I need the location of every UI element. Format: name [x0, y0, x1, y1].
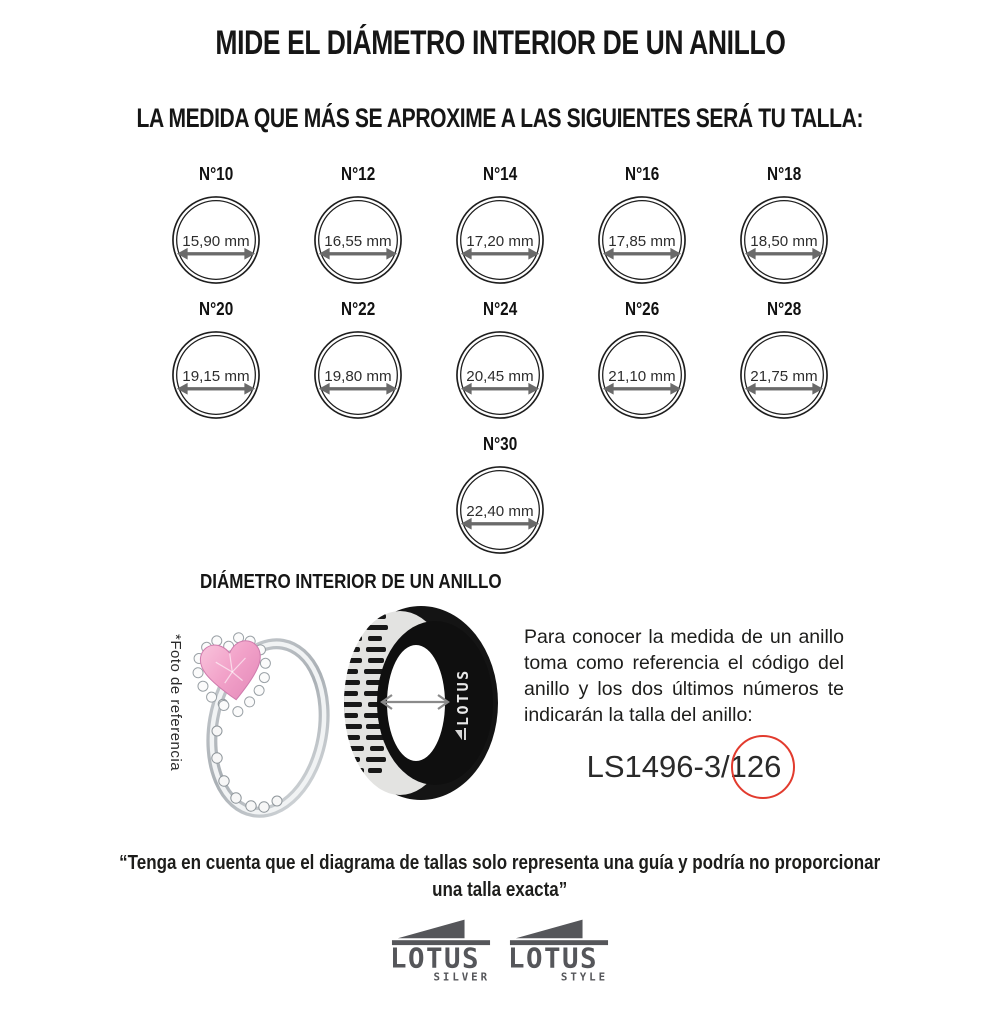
ring-size-circle [313, 330, 403, 420]
ring-diameter-value: 19,15 mm [182, 367, 250, 385]
ring-size-label: N°22 [340, 299, 376, 319]
silver-heart-ring-photo [184, 600, 342, 826]
ring-code [587, 749, 782, 785]
ring-size-cell [713, 164, 855, 285]
ring-size-cell [571, 164, 713, 285]
logo-flag-icon [516, 920, 583, 939]
ring-size-circle [171, 195, 261, 285]
logo-sub-text: SILVER [433, 970, 491, 984]
ring-code-line [524, 749, 844, 785]
ring-size-circle [455, 465, 545, 555]
ring-size-cell [145, 164, 287, 285]
ring-size-label: N°18 [766, 164, 802, 184]
size-code-description: Para conocer la medida de un anillo toma como referencia el código del anillo y los dos últimos números te indicarán la talla del anillo: [524, 626, 844, 727]
ring-size-label: N°20 [198, 299, 234, 319]
ring-diameter-value: 21,75 mm [750, 367, 818, 385]
ring-diameter-value: 22,40 mm [466, 502, 534, 520]
size-row [130, 434, 870, 555]
brand-bar [464, 728, 466, 740]
ring-brand-text: LOTUS [454, 668, 472, 726]
ring-diameter-value: 18,50 mm [750, 232, 818, 250]
lotus-style-logo [508, 916, 610, 984]
subtitle: LA MEDIDA QUE MÁS SE APROXIME A LAS SIGUIENTES SERÁ TU TALLA: [136, 103, 864, 133]
size-digits-highlight-circle [731, 735, 795, 799]
size-chart [130, 164, 870, 555]
ring-size-cell [713, 299, 855, 420]
ring-size-circle [597, 195, 687, 285]
ring-diameter-value: 20,45 mm [466, 367, 534, 385]
lotus-silver-logo [390, 916, 492, 984]
page-title: MIDE EL DIÁMETRO INTERIOR DE UN ANILLO [214, 24, 786, 62]
ring-size-label: N°28 [766, 299, 802, 319]
ring-size-cell [145, 299, 287, 420]
ring-size-circle [739, 195, 829, 285]
ring-size-cell [429, 164, 571, 285]
code-explanation [524, 624, 844, 785]
ring-size-label: N°24 [482, 299, 518, 319]
ring-diameter-value: 15,90 mm [182, 232, 250, 250]
ring-size-guide [0, 24, 1000, 1024]
size-row [130, 164, 870, 285]
ring-size-cell [571, 299, 713, 420]
ring-size-cell [429, 299, 571, 420]
ring-size-label: N°14 [482, 164, 518, 184]
ring-size-cell [287, 164, 429, 285]
disclaimer-line1: “Tenga en cuenta que el diagrama de tallas solo representa una guía y podría no proporcionar [119, 852, 881, 874]
ring-size-cell [287, 299, 429, 420]
ring-size-circle [739, 330, 829, 420]
logo-brand-text: LOTUS [390, 943, 480, 975]
ring-size-circle [597, 330, 687, 420]
ring-diameter-value: 17,20 mm [466, 232, 534, 250]
ring-diameter-value: 16,55 mm [324, 232, 392, 250]
ring-diameter-value: 21,10 mm [608, 367, 676, 385]
ring-size-label: N°12 [340, 164, 376, 184]
logo-brand-text: LOTUS [508, 943, 598, 975]
reference-photos-section [158, 600, 1000, 826]
disclaimer-line2: una talla exacta” [432, 879, 568, 901]
size-row [130, 299, 870, 420]
ring-size-circle [455, 330, 545, 420]
brand-logos [0, 916, 1000, 984]
ring-code-text: LS1496-3/126 [586, 748, 782, 784]
ring-size-circle [313, 195, 403, 285]
ring-size-label: N°10 [198, 164, 234, 184]
ring-diameter-value: 17,85 mm [608, 232, 676, 250]
ring-size-circle [455, 195, 545, 285]
section-heading: DIÁMETRO INTERIOR DE UN ANILLO [200, 571, 502, 593]
logo-flag-icon [398, 920, 465, 939]
photo-reference-note: *Foto de referencia [167, 634, 184, 772]
black-lotus-ring-photo [340, 602, 508, 804]
ring-size-cell [429, 434, 571, 555]
logo-sub-text: STYLE [560, 970, 609, 984]
disclaimer-quote [0, 850, 1000, 904]
ring-diameter-value: 19,80 mm [324, 367, 392, 385]
ring-size-label: N°30 [482, 434, 518, 454]
ring-size-circle [171, 330, 261, 420]
ring-size-label: N°26 [624, 299, 660, 319]
ring-size-label: N°16 [624, 164, 660, 184]
